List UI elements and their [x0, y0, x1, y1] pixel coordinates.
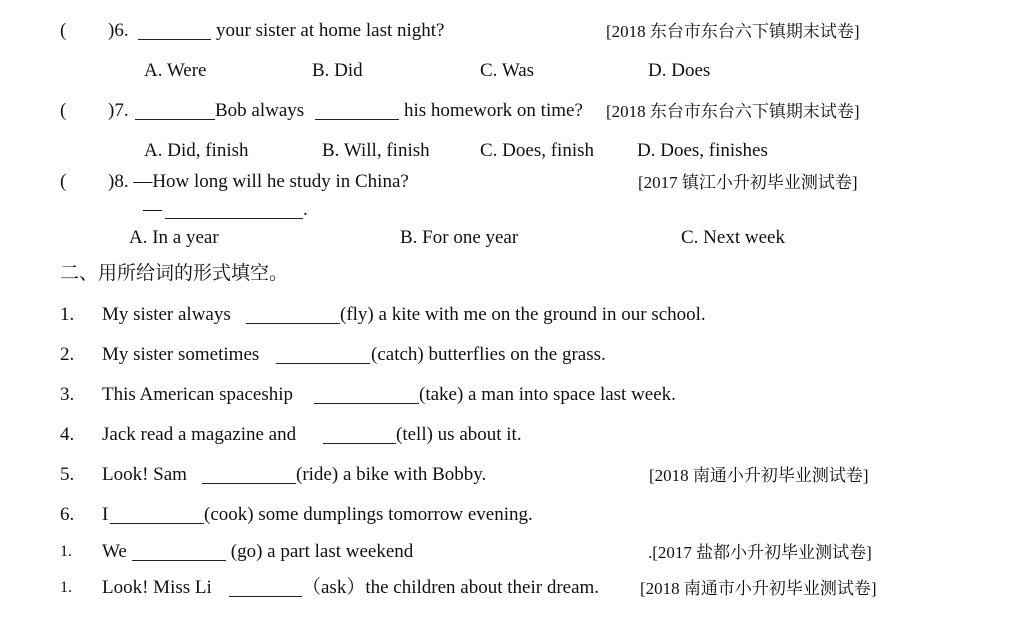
- answer-blank[interactable]: [165, 201, 303, 219]
- question-source: [2018 东台市东台六下镇期末试卷]: [606, 22, 860, 41]
- option-c: C. Was: [480, 60, 535, 81]
- item-source: [2018 南通市小升初毕业测试卷]: [640, 579, 877, 598]
- answer-paren-open: (: [60, 20, 67, 41]
- answer-blank[interactable]: [135, 102, 215, 120]
- item-text-a: We: [102, 541, 127, 562]
- option-b: B. Did: [312, 60, 363, 81]
- answer-blank[interactable]: [315, 102, 399, 120]
- option-c: C. Next week: [681, 227, 785, 248]
- section-heading: 二、用所给词的形式填空。: [60, 263, 289, 284]
- question-number: )7.: [108, 100, 129, 121]
- item-number: 1.: [60, 579, 72, 596]
- item-number: 4.: [60, 424, 75, 445]
- answer-blank[interactable]: [246, 306, 340, 324]
- question-number: )6.: [108, 20, 129, 41]
- option-c: C. Does, finish: [480, 140, 594, 161]
- item-text-b: (catch) butterflies on the grass.: [371, 344, 606, 365]
- item-text-a: This American spaceship: [102, 384, 294, 405]
- answer-blank[interactable]: [323, 426, 396, 444]
- item-text-a: I: [102, 504, 109, 525]
- answer-period: .: [303, 199, 308, 220]
- item-number: 5.: [60, 464, 75, 485]
- option-a: A. Did, finish: [144, 140, 249, 161]
- answer-blank[interactable]: [202, 466, 296, 484]
- option-a: A. Were: [144, 60, 207, 81]
- item-text-b: (cook) some dumplings tomorrow evening.: [204, 504, 533, 525]
- item-text-b: (take) a man into space last week.: [419, 384, 676, 405]
- answer-blank[interactable]: [132, 543, 226, 561]
- option-a: A. In a year: [129, 227, 219, 248]
- answer-blank[interactable]: [229, 579, 302, 597]
- question-stem-a: Bob always: [215, 100, 305, 121]
- item-number: 2.: [60, 344, 75, 365]
- item-text-b: (go) a part last weekend: [226, 541, 414, 562]
- item-number: 1.: [60, 543, 72, 560]
- item-number: 6.: [60, 504, 75, 525]
- question-source: [2018 东台市东台六下镇期末试卷]: [606, 102, 860, 121]
- question-source: [2017 镇江小升初毕业测试卷]: [638, 173, 858, 192]
- answer-blank[interactable]: [138, 22, 211, 40]
- item-source: .[2017 盐都小升初毕业测试卷]: [648, 543, 872, 562]
- answer-paren-open: (: [60, 171, 67, 192]
- item-source: [2018 南通小升初毕业测试卷]: [649, 466, 869, 485]
- item-text-a: Look! Miss Li: [102, 577, 217, 598]
- item-number: 1.: [60, 304, 75, 325]
- item-text-a: My sister always: [102, 304, 231, 325]
- option-b: B. Will, finish: [322, 140, 430, 161]
- answer-blank[interactable]: [110, 506, 204, 524]
- answer-dash: —: [143, 199, 162, 220]
- answer-blank[interactable]: [276, 346, 370, 364]
- item-text-b: (ride) a bike with Bobby.: [296, 464, 487, 485]
- answer-paren-open: (: [60, 100, 67, 121]
- question-stem-b: his homework on time?: [404, 100, 583, 121]
- option-d: D. Does: [648, 60, 711, 81]
- item-text-a: Look! Sam: [102, 464, 192, 485]
- item-text-a: My sister sometimes: [102, 344, 260, 365]
- option-d: D. Does, finishes: [637, 140, 768, 161]
- item-text-b: (fly) a kite with me on the ground in our school.: [340, 304, 706, 325]
- item-text-b: (tell) us about it.: [396, 424, 522, 445]
- item-text-a: Jack read a magazine and: [102, 424, 301, 445]
- item-number: 3.: [60, 384, 75, 405]
- question-stem: your sister at home last night?: [216, 20, 445, 41]
- answer-blank[interactable]: [314, 386, 419, 404]
- item-text-b: （ask）the children about their dream.: [302, 577, 600, 598]
- question-stem: )8. —How long will he study in China?: [108, 171, 409, 192]
- option-b: B. For one year: [400, 227, 519, 248]
